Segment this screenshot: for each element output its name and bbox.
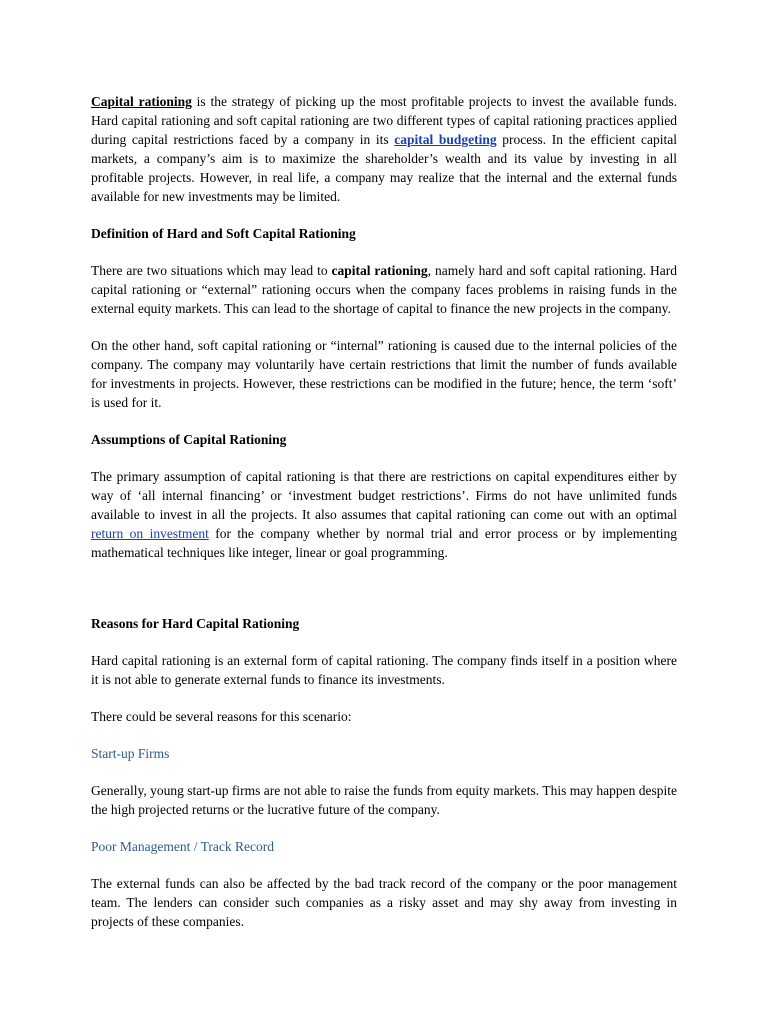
reasons-paragraph-2: There could be several reasons for this scenario:: [91, 709, 352, 724]
reasons-paragraph-1: Hard capital rationing is an external form of capital rationing. The company finds itself in a position where it is not able to generate external funds to finance its investments.: [91, 653, 677, 687]
intro-keyword: Capital rationing: [91, 94, 192, 109]
startup-firms-paragraph: Generally, young start-up firms are not able to raise the funds from equity markets. This may happen despite the high projected returns or the lucrative future of the company.: [91, 783, 677, 817]
definition-paragraph-1: [91, 261, 677, 318]
definition-heading: Definition of Hard and Soft Capital Rationing: [91, 226, 356, 241]
startup-firms-heading: Start-up Firms: [91, 746, 170, 761]
capital-budgeting-link[interactable]: capital budgeting: [394, 132, 497, 147]
poor-management-paragraph: The external funds can also be affected by the bad track record of the company or the poor management team. The lenders can consider such companies as a risky asset and may shy away from investing in projects of these companies.: [91, 876, 677, 929]
intro-text-2: process. In the efficient capital markets, a company’s aim is to maximize the shareholder’s wealth and its value by investing in all profitable projects. However, in real life, a company may realize that the internal and the external funds available for new investments may be limited.: [91, 132, 677, 204]
assumptions-text-1: The primary assumption of capital rationing is that there are restrictions on capital expenditures either by way of ‘all internal financing’ or ‘investment budget restrictions’. Firms do not have unlimited funds available to invest in all the projects. It also assumes that capital rationing can come out with an optimal: [91, 469, 677, 522]
intro-paragraph: [91, 92, 677, 206]
assumptions-paragraph: [91, 467, 677, 562]
poor-management-heading: Poor Management / Track Record: [91, 839, 274, 854]
definition-p1-text-2: , namely hard and soft capital rationing. Hard capital rationing or “external” rationing occurs when the company faces problems in raising funds in the external equity markets. This can lead to the shortage of capital to finance the new projects in the company.: [91, 263, 677, 316]
intro-text-1: is the strategy of picking up the most profitable projects to invest the available funds. Hard capital rationing and soft capital rationing are two different types of capital rationing practices applied during capital restrictions faced by a company in its: [91, 94, 678, 147]
assumptions-text-2: for the company whether by normal trial and error process or by implementing mathematical techniques like integer, linear or goal programming.: [91, 526, 677, 560]
definition-p1-keyword: capital rationing: [331, 263, 428, 278]
document-page: [91, 92, 677, 931]
definition-p1-text-1: There are two situations which may lead to: [91, 263, 332, 278]
definition-paragraph-2: On the other hand, soft capital rationing or “internal” rationing is caused due to the internal policies of the company. The company may voluntarily have certain restrictions that limit the number of funds available for investments in projects. However, these restrictions can be modified in the future; hence, the term ‘soft’ is used for it.: [91, 338, 677, 410]
assumptions-heading: Assumptions of Capital Rationing: [91, 432, 287, 447]
return-on-investment-link[interactable]: return on investment: [91, 526, 209, 541]
reasons-heading: Reasons for Hard Capital Rationing: [91, 616, 300, 631]
